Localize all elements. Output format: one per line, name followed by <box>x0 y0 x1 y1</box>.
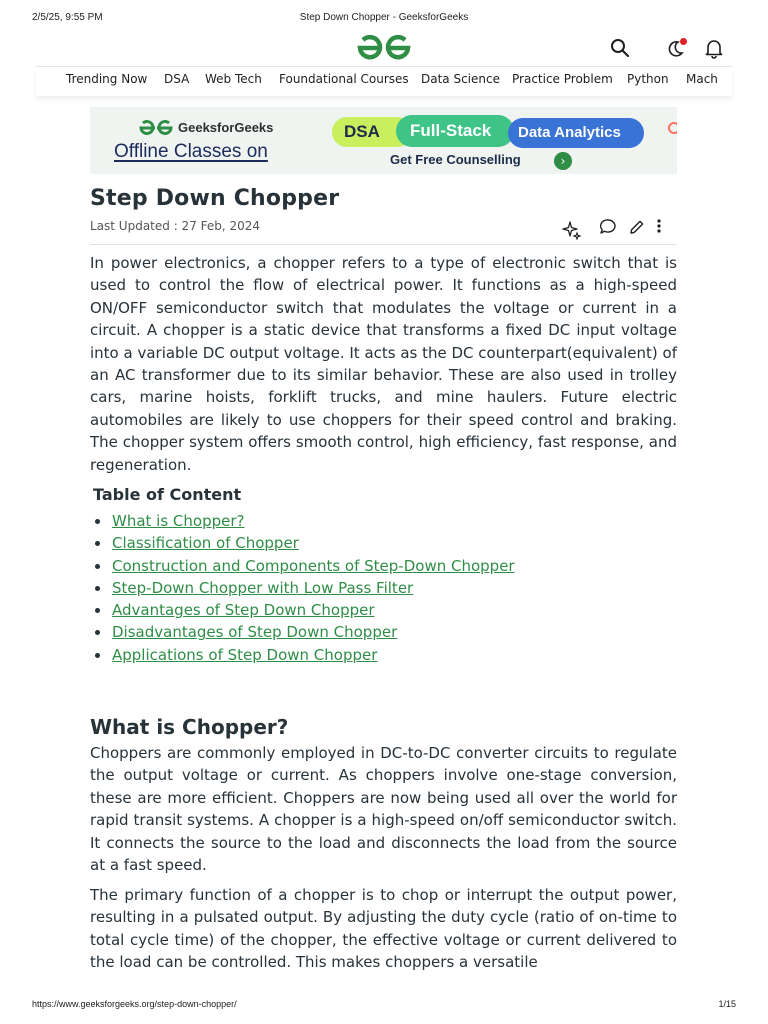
notification-dot <box>680 38 687 45</box>
toc-title: Table of Content <box>93 485 242 504</box>
print-timestamp: 2/5/25, 9:55 PM <box>32 12 103 23</box>
banner-brand: GeeksforGeeks <box>178 120 274 135</box>
toc-link-disadvantages[interactable]: Disadvantages of Step Down Chopper <box>112 623 398 642</box>
intro-paragraph: In power electronics, a chopper refers to a type of electronic switch that is used to control the flow of electrical power. It functions as a high-speed ON/OFF semiconductor switch that modulates the voltage or current in a circuit. A chopper is a static device that transforms a fixed DC input voltage into a variable DC output voltage. It acts as the DC counterpart(equivalent) of an AC transformer due to its similar behavior. These are also used in trolley cars, marine hoists, forklift trucks, and mine haulers. Future electric automobiles are likely to use choppers for their speed control and braking. The chopper system offers smooth control, high efficiency, fast response, and regeneration. <box>90 254 677 474</box>
toc-link-advantages[interactable]: Advantages of Step Down Chopper <box>112 601 375 620</box>
gfg-logo-icon <box>138 119 174 137</box>
nav-item-web-tech[interactable]: Web Tech <box>205 72 262 86</box>
nav-item-dsa[interactable]: DSA <box>164 72 190 86</box>
toc-link-low-pass-filter[interactable]: Step-Down Chopper with Low Pass Filter <box>112 578 414 597</box>
more-vertical-icon[interactable] <box>649 217 669 237</box>
swirl-icon <box>668 122 677 134</box>
promo-banner[interactable] <box>90 107 677 174</box>
top-bar <box>36 28 732 68</box>
gfg-logo-icon[interactable] <box>356 34 412 62</box>
toc-item <box>93 644 515 666</box>
toc-item <box>93 577 515 599</box>
comment-icon[interactable] <box>598 217 618 237</box>
nav-item-machine-learning[interactable]: Mach <box>686 72 718 86</box>
print-footer <box>0 999 768 1013</box>
moon-icon[interactable] <box>664 37 686 59</box>
toc-item <box>93 621 515 643</box>
bell-icon[interactable] <box>703 37 725 59</box>
toc-link-classification[interactable]: Classification of Chopper <box>112 534 299 553</box>
nav-item-data-science[interactable]: Data Science <box>421 72 500 86</box>
edit-icon[interactable] <box>627 217 647 237</box>
nav-item-trending-now[interactable]: Trending Now <box>66 72 148 86</box>
last-updated: Last Updated : 27 Feb, 2024 <box>90 219 261 233</box>
banner-pill-full-stack: Full-Stack <box>396 115 514 147</box>
print-header <box>0 12 768 26</box>
toc-link-applications[interactable]: Applications of Step Down Chopper <box>112 645 378 664</box>
banner-cta[interactable]: Get Free Counselling <box>390 152 521 167</box>
toc-item <box>93 555 515 577</box>
section-paragraph-1: Choppers are commonly employed in DC-to-DC converter circuits to regulate the output voltage or current. As choppers involve one-stage conversion, these are more efficient. Choppers are now being used all over the world for rapid transit systems. A chopper is a high-speed on/off semiconductor switch. It connects the source to the load and disconnects the load from the source at a fast speed. <box>90 744 677 875</box>
toc-item <box>93 510 515 532</box>
print-url: https://www.geeksforgeeks.org/step-down-chopper/ <box>32 999 237 1009</box>
toc-item <box>93 599 515 621</box>
nav-item-foundational-courses[interactable]: Foundational Courses <box>279 72 409 86</box>
toc-item <box>93 532 515 554</box>
banner-pill-dsa: DSA <box>332 117 412 147</box>
sparkle-icon[interactable] <box>562 220 582 240</box>
print-page-number: 1/15 <box>718 999 736 1009</box>
nav-item-practice-problem[interactable]: Practice Problem <box>512 72 613 86</box>
nav-item-python[interactable]: Python <box>627 72 669 86</box>
print-page-title: Step Down Chopper - GeeksforGeeks <box>299 12 469 23</box>
banner-headline: Offline Classes on <box>114 141 268 162</box>
article-title: Step Down Chopper <box>90 186 340 211</box>
toc-link-construction[interactable]: Construction and Components of Step-Down Chopper <box>112 556 515 575</box>
main-navbar <box>36 66 732 96</box>
banner-pill-data-analytics: Data Analytics <box>508 118 644 148</box>
section-paragraph-2: The primary function of a chopper is to chop or interrupt the output power, resulting in a pulsated output. By adjusting the duty cycle (ratio of on-time to total cycle time) of the chopper, the effective voltage or current delivered to the load can be controlled. This makes choppers a versatile <box>90 886 677 972</box>
toc-link-what-is-chopper[interactable]: What is Chopper? <box>112 512 245 530</box>
section-heading: What is Chopper? <box>90 715 289 739</box>
title-divider <box>90 244 677 245</box>
search-icon[interactable] <box>609 37 631 59</box>
arrow-right-icon: › <box>554 152 572 170</box>
table-of-contents <box>93 510 515 666</box>
